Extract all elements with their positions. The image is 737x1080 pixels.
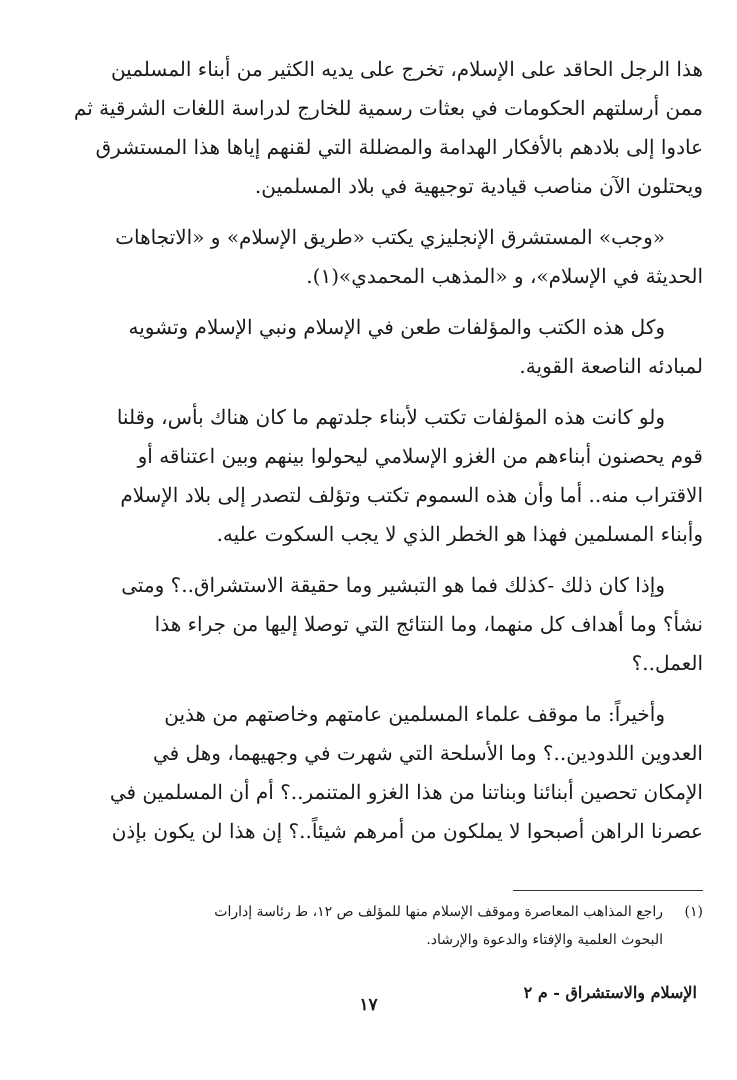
paragraph-1: [40, 50, 703, 206]
text-line: لمبادئه الناصعة القوية.: [519, 354, 703, 378]
text-line: ولو كانت هذه المؤلفات تكتب لأبناء جلدتهم ما كان هناك بأس، وقلنا: [116, 405, 665, 429]
text-line: نشأ؟ وما أهداف كل منهما، وما النتائج التي توصلا إليها من جراء هذا: [154, 612, 703, 636]
running-footer-title: الإسلام والاستشراق - م ٢: [523, 983, 697, 1002]
paragraph-6: [40, 695, 703, 851]
footnote-marker: (١): [684, 904, 703, 920]
text-line: عصرنا الراهن أصبحوا لا يملكون من أمرهم شيئاً..؟ إن هذا لن يكون بإذن: [111, 819, 703, 843]
text-line: العمل..؟: [631, 651, 703, 675]
text-line: «وجب» المستشرق الإنجليزي يكتب «طريق الإسلام» و «الاتجاهات: [115, 225, 665, 249]
paragraph-5: [40, 566, 703, 683]
paragraph-2: [40, 218, 703, 296]
text-line: العدوين اللدودين..؟ وما الأسلحة التي شهرت في وجهيهما، وهل في: [153, 741, 703, 765]
text-line: وإذا كان ذلك -كذلك فما هو التبشير وما حقيقة الاستشراق..؟ ومتى: [121, 573, 665, 597]
text-line: وأخيراً: ما موقف علماء المسلمين عامتهم وخاصتهم من هذين: [164, 702, 665, 726]
paragraph-4: [40, 398, 703, 554]
text-line: عادوا إلى بلادهم بالأفكار الهدامة والمضللة التي لقنهم إياها هذا المستشرق: [95, 135, 703, 159]
footnote-line: البحوث العلمية والإفتاء والدعوة والإرشاد.: [426, 932, 663, 948]
text-line: قوم يحصنون أبناءهم من الغزو الإسلامي ليحولوا بينهم وبين اعتناقه أو: [137, 444, 703, 468]
body-text: [40, 50, 703, 851]
text-line: الإمكان تحصين أبنائنا وبناتنا من هذا الغزو المتنمر..؟ أم أن المسلمين في: [109, 780, 703, 804]
footnote-line: راجع المذاهب المعاصرة وموقف الإسلام منها للمؤلف ص ١٢، ط رئاسة إدارات: [214, 904, 663, 920]
text-line: الاقتراب منه.. أما وأن هذه السموم تكتب وتؤلف لتصدر إلى بلاد الإسلام: [120, 483, 703, 507]
page-number: ١٧: [359, 995, 378, 1015]
footnote: [40, 898, 703, 954]
text-line: وكل هذه الكتب والمؤلفات طعن في الإسلام ونبي الإسلام وتشويه: [128, 315, 665, 339]
text-line: الحديثة في الإسلام»، و «المذهب المحمدي»(١).: [306, 264, 703, 288]
text-line: ممن أرسلتهم الحكومات في بعثات رسمية للخارج لدراسة اللغات الشرقية ثم: [73, 96, 703, 120]
text-line: هذا الرجل الحاقد على الإسلام، تخرج على يديه الكثير من أبناء المسلمين: [110, 57, 703, 81]
text-line: وأبناء المسلمين فهذا هو الخطر الذي لا يجب السكوت عليه.: [216, 522, 703, 546]
text-line: ويحتلون الآن مناصب قيادية توجيهية في بلاد المسلمين.: [254, 174, 703, 198]
footnote-divider: [513, 890, 703, 891]
paragraph-3: [40, 308, 703, 386]
